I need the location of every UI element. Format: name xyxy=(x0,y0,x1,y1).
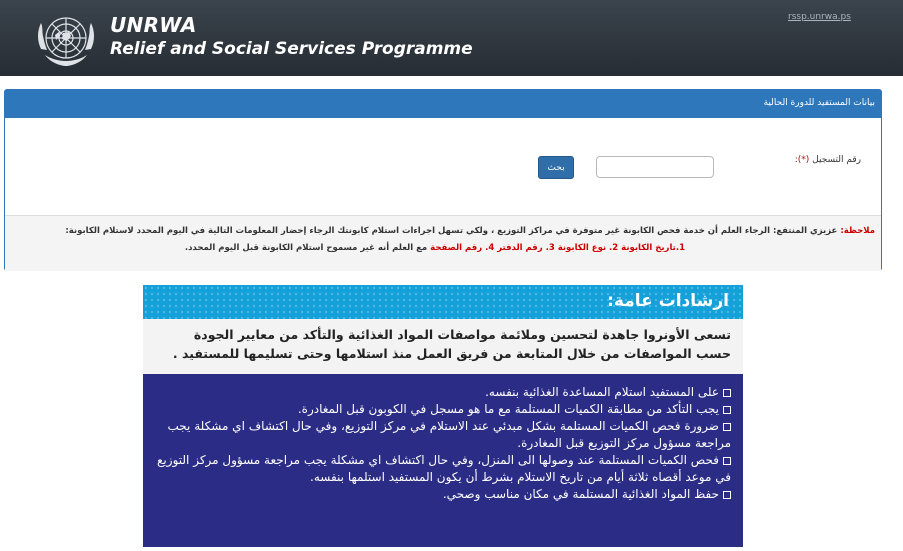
note-text: عزيزي المنتفع: الرجاء العلم أن خدمة فحص الكابونة غير متوفرة في مراكز التوزيع ، ولكي تسهل اجراءات استلام كابونتك الرجاء إحضار المعلومات التالية في اليوم المحدد لاستلام الكابونة: xyxy=(65,226,838,236)
guidance-title: ارشادات عامة: xyxy=(607,291,729,311)
guidance-banner xyxy=(143,285,743,547)
guidance-item: ضرورة فحص الكميات المستلمة بشكل مبدئي عند الاستلام في مركز التوزيع، وفي حال اكتشاف اي مشكلة يجب مراجعة مسؤول مركز التوزيع قبل المغادرة. xyxy=(167,419,731,450)
square-bullet-icon xyxy=(723,457,731,465)
search-button[interactable]: بحث xyxy=(538,156,574,179)
registration-number-input[interactable] xyxy=(596,156,714,178)
brand-title: UNRWA xyxy=(110,13,197,37)
panel-title: بيانات المستفيد للدورة الحالية xyxy=(763,98,875,108)
square-bullet-icon xyxy=(723,406,731,414)
guidance-item: يجب التأكد من مطابقة الكميات المستلمة مع ما هو مسجل في الكوبون قبل المغادرة. xyxy=(156,401,731,418)
site-link[interactable]: rssp.unrwa.ps xyxy=(788,12,851,22)
guidance-intro xyxy=(143,319,743,374)
square-bullet-icon xyxy=(723,491,731,499)
panel-heading xyxy=(5,90,881,118)
note-items: 1.تاريخ الكابونة 2. نوع الكابونة 3. رقم الدفتر 4. رقم الصفحة xyxy=(430,243,685,253)
guidance-item: على المستفيد استلام المساعدة الغذائية بنفسه. xyxy=(156,384,731,401)
note-line-1 xyxy=(65,226,875,236)
square-bullet-icon xyxy=(723,389,731,397)
beneficiary-panel xyxy=(4,89,882,271)
guidance-item: حفظ المواد الغذائية المستلمة في مكان مناسب وصحي. xyxy=(156,486,731,503)
brand-subtitle: Relief and Social Services Programme xyxy=(110,39,473,59)
guidance-list xyxy=(143,374,743,547)
top-header xyxy=(0,0,903,76)
guidance-intro-text: تسعى الأونروا جاهدة لتحسين وملائمة مواصفات المواد الغذائية والتأكد من معايير الجودة حسب المواصفات من خلال المتابعة من فريق العمل منذ استلامها وحتى تسليمها للمستفيد . xyxy=(172,327,731,361)
required-marker: (*) xyxy=(797,155,810,165)
note-suffix: مع العلم أنه غير مسموح استلام الكابونة قبل اليوم المحدد. xyxy=(184,243,428,253)
square-bullet-icon xyxy=(723,423,731,431)
guidance-item: فحص الكميات المستلمة عند وصولها الى المنزل، وفي حال اكتشاف اي مشكلة يجب مراجعة مسؤول مركز التوزيع في موعد أقصاه ثلاثة أيام من تاريخ الاستلام بشرط أن يكون المستفيد استلمها بنفسه. xyxy=(157,453,731,484)
note-line-2 xyxy=(185,243,685,253)
note-area xyxy=(5,215,881,271)
guidance-header xyxy=(143,285,743,319)
registration-label-text: رقم التسجيل xyxy=(812,155,861,165)
un-emblem-icon xyxy=(33,5,99,71)
note-prefix: ملاحظة: xyxy=(840,226,875,236)
registration-label: رقم التسجيل (*): xyxy=(794,155,861,165)
